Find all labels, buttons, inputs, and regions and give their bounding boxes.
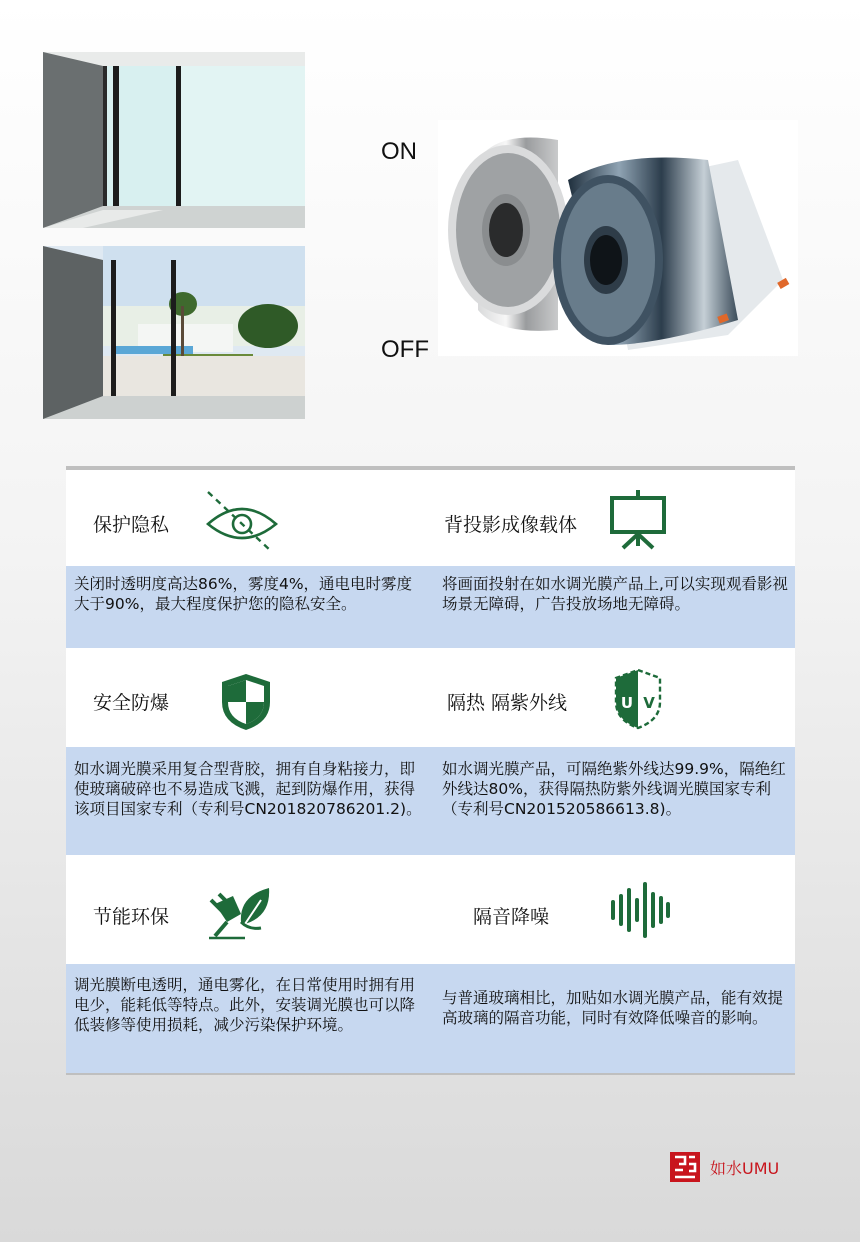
eye-slash-icon [206, 490, 278, 552]
uv-shield-icon [614, 668, 662, 730]
feature-title-sound-insulation: 隔音降噪 [473, 906, 550, 928]
brand-name: 如水UMU [710, 1158, 780, 1178]
feature-description-privacy: 关闭时透明度高达86%，雾度4%，通电电时雾度大于90%，最大程度保护您的隐私安全。 [74, 575, 413, 613]
feature-description-explosion-proof: 如水调光膜采用复合型背胶，拥有自身粘接力，即使玻璃破碎也不易造成飞溅，起到防爆作用，获得该项目国家专利（专利号CN201820786201.2)。 [74, 760, 422, 818]
svg-text:U: U [620, 694, 634, 712]
projector-screen-icon [609, 488, 667, 550]
feature-title-privacy: 保护隐私 [93, 514, 170, 536]
feature-title-explosion-proof: 安全防爆 [93, 692, 170, 714]
features-table [66, 466, 795, 1075]
feature-title-energy-saving: 节能环保 [93, 906, 170, 928]
photo-frosted-glass-on [43, 52, 305, 228]
on-label: ON [381, 138, 417, 165]
feature-description-heat-uv: 如水调光膜产品，可隔绝紫外线达99.9%，隔绝红外线达80%，获得隔热防紫外线调光膜国家专利（专利号CN201520586613.8)。 [442, 760, 786, 818]
sound-wave-icon [610, 882, 670, 938]
feature-description-projection: 将画面投射在如水调光膜产品上,可以实现观看影视场景无障碍，广告投放场地无障碍。 [442, 575, 788, 613]
feature-title-projection: 背投影成像载体 [444, 514, 578, 536]
shield-icon [220, 672, 272, 732]
feature-description-energy-saving: 调光膜断电透明，通电雾化，在日常使用时拥有用电少，能耗低等特点。此外，安装调光膜也可以降低装修等使用损耗，减少污染保护环境。 [74, 976, 416, 1034]
photo-clear-glass-off [43, 246, 305, 419]
svg-text:V: V [643, 694, 655, 712]
eco-plug-leaf-icon [205, 882, 273, 942]
film-rolls-image [438, 120, 798, 356]
umu-logo-icon [670, 1152, 700, 1182]
brand-logo-group [670, 1152, 779, 1182]
feature-title-heat-uv: 隔热 隔紫外线 [447, 692, 568, 714]
feature-description-sound-insulation: 与普通玻璃相比，加贴如水调光膜产品，能有效提高玻璃的隔音功能，同时有效降低噪音的影响。 [442, 989, 784, 1027]
off-label: OFF [381, 336, 429, 363]
